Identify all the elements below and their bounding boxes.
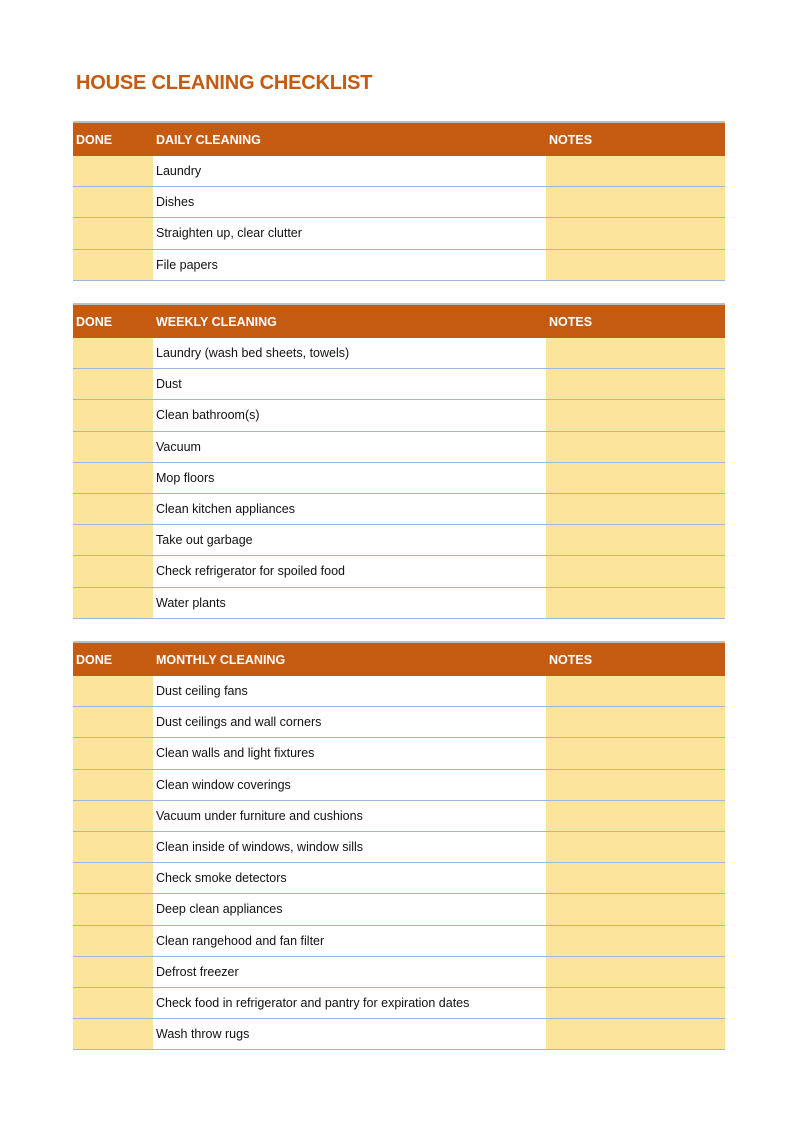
done-cell[interactable] bbox=[73, 1019, 153, 1049]
task-cell: Check food in refrigerator and pantry for expiration dates bbox=[153, 988, 546, 1018]
done-column-header: DONE bbox=[76, 132, 113, 147]
done-cell[interactable] bbox=[73, 988, 153, 1018]
table-row bbox=[73, 432, 725, 463]
table-row bbox=[73, 988, 725, 1019]
monthly-cleaning-table bbox=[73, 641, 725, 1050]
done-cell[interactable] bbox=[73, 801, 153, 831]
notes-cell[interactable] bbox=[546, 400, 725, 430]
done-cell[interactable] bbox=[73, 187, 153, 217]
notes-cell[interactable] bbox=[546, 338, 725, 368]
done-cell[interactable] bbox=[73, 832, 153, 862]
notes-column-header: NOTES bbox=[549, 132, 593, 147]
notes-cell[interactable] bbox=[546, 369, 725, 399]
done-column-header: DONE bbox=[76, 652, 113, 667]
done-cell[interactable] bbox=[73, 863, 153, 893]
notes-cell[interactable] bbox=[546, 432, 725, 462]
done-column-header: DONE bbox=[76, 314, 113, 329]
task-column-header: MONTHLY CLEANING bbox=[156, 652, 286, 667]
notes-cell[interactable] bbox=[546, 738, 725, 768]
table-row bbox=[73, 338, 725, 369]
table-row bbox=[73, 676, 725, 707]
done-cell[interactable] bbox=[73, 369, 153, 399]
done-cell[interactable] bbox=[73, 556, 153, 586]
notes-cell[interactable] bbox=[546, 588, 725, 618]
notes-cell[interactable] bbox=[546, 1019, 725, 1049]
table-row bbox=[73, 494, 725, 525]
done-cell[interactable] bbox=[73, 894, 153, 924]
task-cell: Water plants bbox=[153, 588, 546, 618]
notes-column-header: NOTES bbox=[549, 652, 593, 667]
done-cell[interactable] bbox=[73, 738, 153, 768]
notes-cell[interactable] bbox=[546, 801, 725, 831]
table-row bbox=[73, 463, 725, 494]
done-cell[interactable] bbox=[73, 156, 153, 186]
page-title: HOUSE CLEANING CHECKLIST bbox=[76, 72, 373, 94]
table-row bbox=[73, 525, 725, 556]
task-cell: Dust ceiling fans bbox=[153, 676, 546, 706]
done-cell[interactable] bbox=[73, 707, 153, 737]
notes-cell[interactable] bbox=[546, 556, 725, 586]
notes-cell[interactable] bbox=[546, 218, 725, 248]
table-row bbox=[73, 1019, 725, 1050]
table-row bbox=[73, 957, 725, 988]
notes-cell[interactable] bbox=[546, 894, 725, 924]
table-row bbox=[73, 218, 725, 249]
table-row bbox=[73, 369, 725, 400]
done-cell[interactable] bbox=[73, 400, 153, 430]
table-header bbox=[73, 303, 725, 338]
task-cell: Deep clean appliances bbox=[153, 894, 546, 924]
notes-cell[interactable] bbox=[546, 494, 725, 524]
task-column-header: WEEKLY CLEANING bbox=[156, 314, 277, 329]
weekly-cleaning-table bbox=[73, 303, 725, 619]
notes-cell[interactable] bbox=[546, 250, 725, 280]
table-row bbox=[73, 250, 725, 281]
notes-cell[interactable] bbox=[546, 156, 725, 186]
task-cell: Clean kitchen appliances bbox=[153, 494, 546, 524]
table-row bbox=[73, 832, 725, 863]
task-cell: Check smoke detectors bbox=[153, 863, 546, 893]
done-cell[interactable] bbox=[73, 338, 153, 368]
table-header bbox=[73, 641, 725, 676]
done-cell[interactable] bbox=[73, 525, 153, 555]
done-cell[interactable] bbox=[73, 494, 153, 524]
table-row bbox=[73, 588, 725, 619]
task-cell: Check refrigerator for spoiled food bbox=[153, 556, 546, 586]
task-cell: Clean rangehood and fan filter bbox=[153, 926, 546, 956]
done-cell[interactable] bbox=[73, 432, 153, 462]
done-cell[interactable] bbox=[73, 676, 153, 706]
task-cell: Mop floors bbox=[153, 463, 546, 493]
task-cell: Vacuum under furniture and cushions bbox=[153, 801, 546, 831]
done-cell[interactable] bbox=[73, 218, 153, 248]
table-row bbox=[73, 707, 725, 738]
task-cell: Clean window coverings bbox=[153, 770, 546, 800]
task-cell: Dust bbox=[153, 369, 546, 399]
task-cell: Dust ceilings and wall corners bbox=[153, 707, 546, 737]
table-row bbox=[73, 770, 725, 801]
notes-cell[interactable] bbox=[546, 770, 725, 800]
table-row bbox=[73, 187, 725, 218]
done-cell[interactable] bbox=[73, 926, 153, 956]
task-cell: Vacuum bbox=[153, 432, 546, 462]
task-column-header: DAILY CLEANING bbox=[156, 132, 261, 147]
table-header bbox=[73, 121, 725, 156]
table-row bbox=[73, 556, 725, 587]
task-cell: Wash throw rugs bbox=[153, 1019, 546, 1049]
notes-cell[interactable] bbox=[546, 187, 725, 217]
notes-cell[interactable] bbox=[546, 463, 725, 493]
notes-cell[interactable] bbox=[546, 957, 725, 987]
notes-cell[interactable] bbox=[546, 676, 725, 706]
done-cell[interactable] bbox=[73, 770, 153, 800]
notes-cell[interactable] bbox=[546, 832, 725, 862]
task-cell: Take out garbage bbox=[153, 525, 546, 555]
table-row bbox=[73, 894, 725, 925]
done-cell[interactable] bbox=[73, 463, 153, 493]
task-cell: Laundry bbox=[153, 156, 546, 186]
task-cell: Defrost freezer bbox=[153, 957, 546, 987]
done-cell[interactable] bbox=[73, 957, 153, 987]
notes-cell[interactable] bbox=[546, 707, 725, 737]
notes-column-header: NOTES bbox=[549, 314, 593, 329]
notes-cell[interactable] bbox=[546, 525, 725, 555]
task-cell: Clean bathroom(s) bbox=[153, 400, 546, 430]
table-row bbox=[73, 863, 725, 894]
table-row bbox=[73, 738, 725, 769]
table-row bbox=[73, 400, 725, 431]
task-cell: Dishes bbox=[153, 187, 546, 217]
notes-cell[interactable] bbox=[546, 926, 725, 956]
task-cell: File papers bbox=[153, 250, 546, 280]
task-cell: Clean inside of windows, window sills bbox=[153, 832, 546, 862]
notes-cell[interactable] bbox=[546, 988, 725, 1018]
daily-cleaning-table bbox=[73, 121, 725, 281]
task-cell: Clean walls and light fixtures bbox=[153, 738, 546, 768]
table-row bbox=[73, 801, 725, 832]
table-row bbox=[73, 926, 725, 957]
task-cell: Laundry (wash bed sheets, towels) bbox=[153, 338, 546, 368]
task-cell: Straighten up, clear clutter bbox=[153, 218, 546, 248]
notes-cell[interactable] bbox=[546, 863, 725, 893]
done-cell[interactable] bbox=[73, 250, 153, 280]
done-cell[interactable] bbox=[73, 588, 153, 618]
table-row bbox=[73, 156, 725, 187]
